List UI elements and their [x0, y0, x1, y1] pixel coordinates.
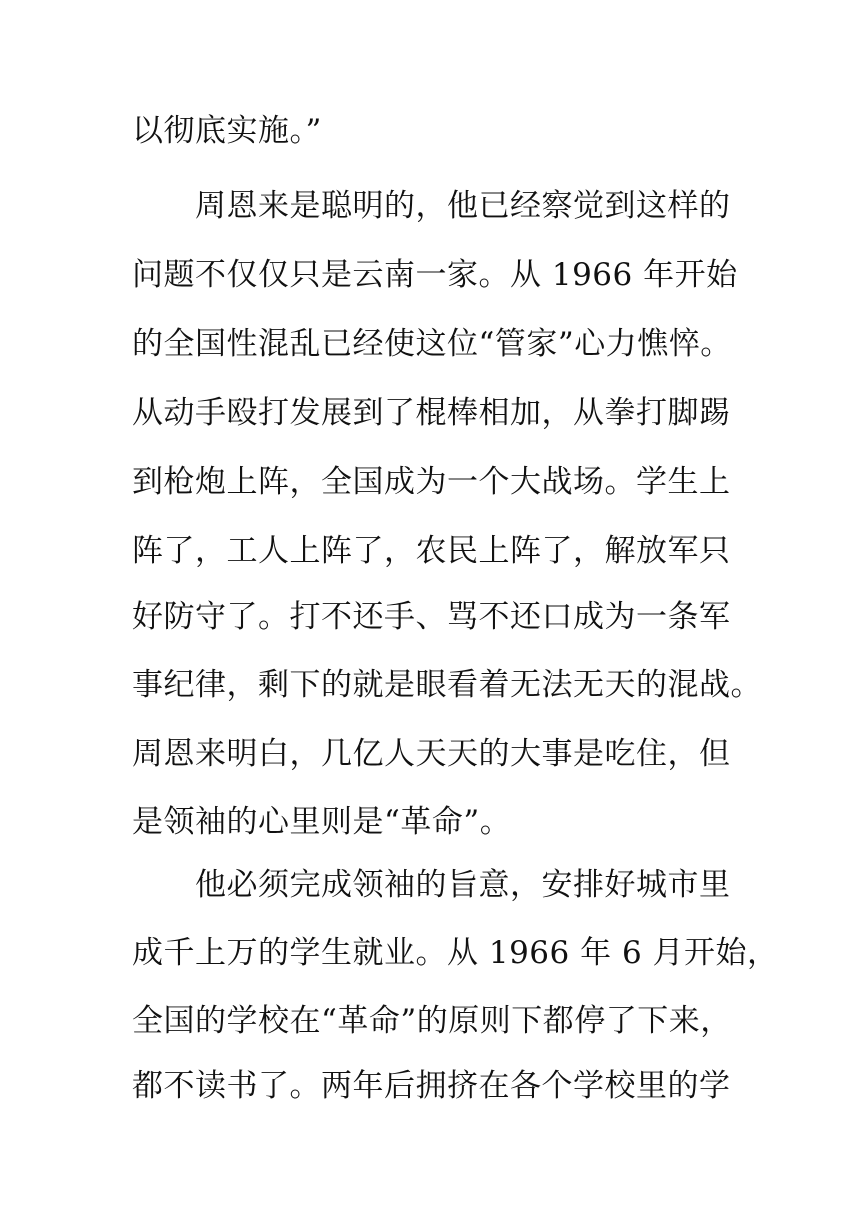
text-line: 到枪炮上阵，全国成为一个大战场。学生上 [132, 464, 731, 500]
text-line: 好防守了。打不还手、骂不还口成为一条军 [132, 599, 731, 635]
text-line: 问题不仅仅只是云南一家。从 1966 年开始 [132, 257, 738, 293]
text-line: 以彻底实施。” [132, 113, 322, 149]
paragraph-first-line: 他必须完成领袖的旨意，安排好城市里 [195, 867, 731, 903]
text-line: 的全国性混乱已经使这位“管家”心力憔悴。 [132, 326, 732, 362]
text-line: 周恩来明白，几亿人天天的大事是吃住，但 [132, 736, 731, 772]
text-line: 都不读书了。两年后拥挤在各个学校里的学 [132, 1068, 731, 1104]
text-line: 是领袖的心里则是“革命”。 [132, 804, 512, 840]
text-line: 成千上万的学生就业。从 1966 年 6 月开始， [132, 935, 779, 971]
text-line: 全国的学校在“革命”的原则下都停了下来， [132, 1003, 732, 1039]
text-line: 从动手殴打发展到了棍棒相加，从拳打脚踢 [132, 395, 731, 431]
paragraph-first-line: 周恩来是聪明的，他已经察觉到这样的 [195, 188, 731, 224]
text-line: 阵了，工人上阵了，农民上阵了，解放军只 [132, 533, 731, 569]
text-line: 事纪律，剩下的就是眼看着无法无天的混战。 [132, 667, 762, 703]
